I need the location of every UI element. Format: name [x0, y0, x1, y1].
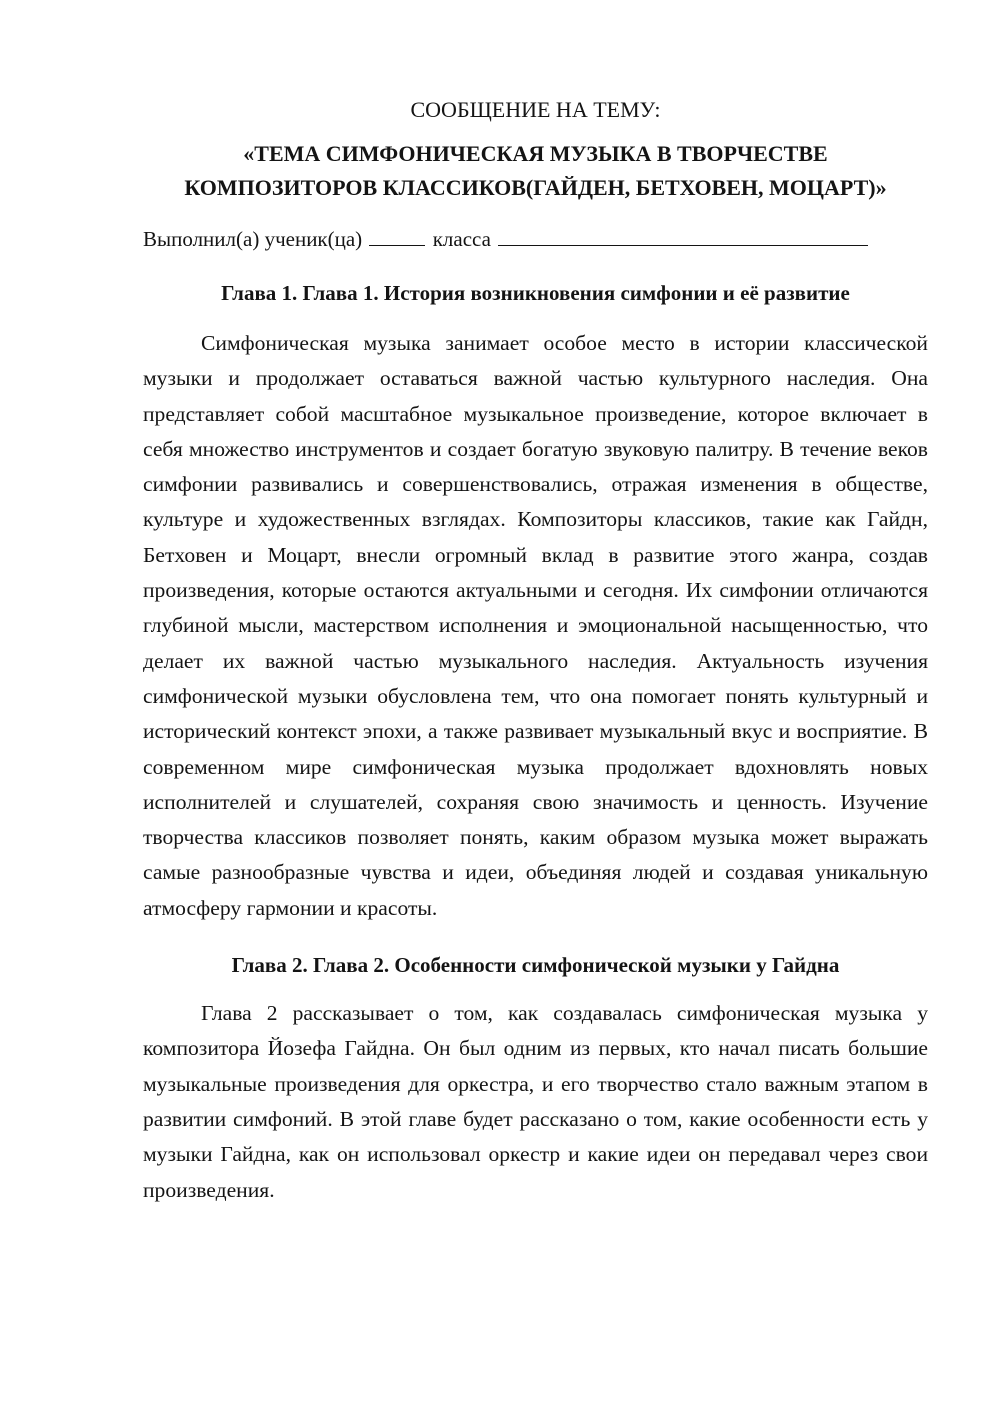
title-line-2: КОМПОЗИТОРОВ КЛАССИКОВ(ГАЙДЕН, БЕТХОВЕН, МОЦАРТ)» [184, 175, 887, 200]
class-number-blank [369, 221, 425, 246]
byline-prefix: Выполнил(а) ученик(ца) [143, 227, 363, 251]
chapter-1-paragraph: Симфоническая музыка занимает особое место в истории классической музыки и продолжает оставаться важной частью культурного наследия. Она представляет собой масштабное музыкальное произведение, которое включает в себя множество инструментов и создает богатую звуковую палитру. В течение веков симфонии развивались и совершенствовались, отражая изменения в обществе, культуре и художественных взглядах. Композиторы классиков, такие как Гайдн, Бетховен и Моцарт, внесли огромный вклад в развитие этого жанра, создав произведения, которые остаются актуальными и сегодня. Их симфонии отличаются глубиной мысли, мастерством исполнения и эмоциональной насыщенностью, что делает их важной частью музыкального наследия. Актуальность изучения симфонической музыки обусловлена тем, что она помогает понять культурный и исторический контекст эпохи, а также развивает музыкальный вкус и восприятие. В современном мире симфоническая музыка продолжает вдохновлять новых исполнителей и слушателей, сохраняя свою значимость и ценность. Изучение творчества классиков позволяет понять, каким образом музыка может выражать самые разнообразные чувства и идеи, объединяя людей и создавая уникальную атмосферу гармонии и красоты. [143, 331, 928, 920]
chapter-1-heading: Глава 1. Глава 1. История возникновения симфонии и её развитие [221, 281, 850, 305]
byline [143, 221, 928, 256]
chapter-2-heading: Глава 2. Глава 2. Особенности симфонической музыки у Гайдна [231, 953, 840, 978]
document-title [143, 137, 928, 205]
chapter-2-paragraph: Глава 2 рассказывает о том, как создавалась симфоническая музыка у композитора Йозефа Гайдна. Он был одним из первых, кто начал писать большие музыкальные произведения для оркестра, и его творчество стало важным этапом в развитии симфоний. В этой главе будет рассказано о том, какие особенности есть у музыки Гайдна, как он использовал оркестр и какие идеи он передавал через свои произведения. [143, 1001, 928, 1202]
class-name-blank [498, 221, 868, 246]
document-page [143, 93, 928, 1208]
byline-middle: класса [432, 227, 491, 251]
header-label: СООБЩЕНИЕ НА ТЕМУ: [410, 97, 661, 122]
title-line-1: «ТЕМА СИМФОНИЧЕСКАЯ МУЗЫКА В ТВОРЧЕСТВЕ [243, 141, 828, 166]
